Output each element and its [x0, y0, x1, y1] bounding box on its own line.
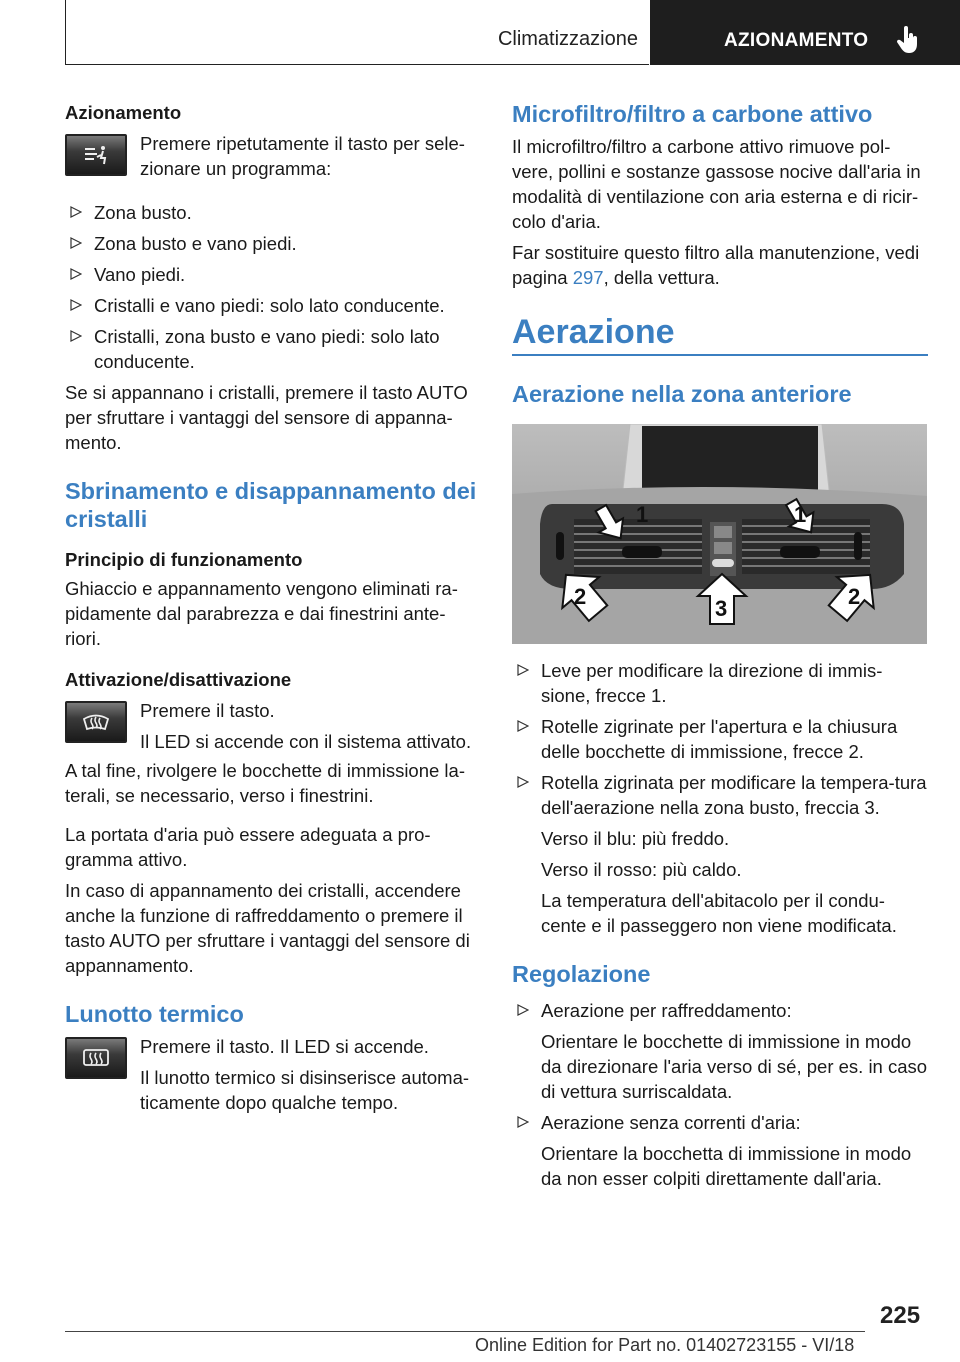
photo-label: 2 [848, 584, 861, 609]
principle-title: Principio di funzionamento [65, 549, 303, 570]
fogging-text: In caso di appannamento dei cristalli, accendere anche la funzione di raffreddamento o premere il tasto AUTO per sfruttare i vantaggi del sensore di appannamento. [65, 880, 470, 976]
list-item: Cristalli, zona busto e vano piedi: solo lato conducente. [65, 324, 479, 374]
triangle-bullet-icon [70, 237, 82, 249]
rear-defrost-row [65, 1034, 479, 1115]
left-vent [574, 519, 702, 574]
list-item: Cristalli e vano piedi: solo lato conducente. [65, 293, 479, 318]
rear-defrost-button-image [65, 1037, 127, 1079]
left-column [65, 100, 479, 1115]
filter-heading: Microfiltro/filtro a carbone attivo [512, 101, 873, 127]
dashboard-vents-illustration [512, 424, 927, 644]
air-distribution-button-image [65, 134, 127, 176]
azionamento-text: Premere ripetutamente il tasto per sele-zionare un programma: [140, 133, 465, 179]
blue-text: Verso il blu: più freddo. [541, 828, 730, 849]
regolazione-heading: Regolazione [512, 961, 651, 987]
rear-press: Premere il tasto. Il LED si accende. [140, 1036, 429, 1057]
list-item: Rotelle zigrinate per l'apertura e la chiusura delle bocchette di immissione, frecce 2. [512, 714, 928, 764]
triangle-bullet-icon [517, 664, 529, 676]
triangle-bullet-icon [70, 330, 82, 342]
azionamento-title: Azionamento [65, 102, 182, 123]
header-bottom-rule [65, 64, 649, 65]
activation-extra: A tal fine, rivolgere le bocchette di immissione la-terali, se necessario, verso i finestrini. [65, 760, 465, 806]
defrost-row [65, 698, 479, 754]
rear-window-heat-icon [81, 1046, 111, 1070]
activation-press: Premere il tasto. [140, 700, 275, 721]
air-distribution-row [65, 131, 479, 181]
page-reference-link[interactable]: 297 [572, 267, 604, 288]
temp-note: La temperatura dell'abitacolo per il condu-cente e il passeggero non viene modificata. [541, 890, 897, 936]
triangle-bullet-icon [517, 1116, 529, 1128]
list-item: Aerazione senza correnti d'aria: [512, 1110, 928, 1135]
triangle-bullet-icon [517, 776, 529, 788]
list-item: Zona busto e vano piedi. [65, 231, 479, 256]
header-left-rule [65, 0, 66, 64]
front-vent-list [512, 658, 928, 820]
header-chapter-title: AZIONAMENTO [724, 30, 869, 51]
program-list [65, 200, 479, 374]
airflow-text: La portata d'aria può essere adeguata a pro-gramma attivo. [65, 824, 431, 870]
draft-text: Orientare la bocchetta di immissione in modo da non esser colpiti direttamente dall'aria. [541, 1143, 912, 1189]
photo-label: 2 [574, 584, 587, 609]
rear-window-heading: Lunotto termico [65, 1001, 244, 1027]
dashboard-vents-photo [512, 424, 927, 644]
filter-text: Il microfiltro/filtro a carbone attivo rimuove pol-vere, pollini e sostanze gassose nocive dall'aria in modalità di ventilazione con aria esterna e di ricir-colo d'aria. [512, 136, 921, 232]
red-text: Verso il rosso: più caldo. [541, 859, 742, 880]
aerazione-heading: Aerazione [512, 313, 675, 351]
regolazione-list-2 [512, 1110, 928, 1135]
right-column [512, 100, 928, 1191]
page-number: 225 [880, 1302, 921, 1329]
air-distribution-icon [81, 143, 111, 167]
pointing-hand-icon [896, 26, 920, 54]
list-item: Vano piedi. [65, 262, 479, 287]
footer-rule [65, 1331, 865, 1332]
filter-replace-text: Far sostituire questo filtro alla manutenzione, vedi pagina 297, della vettura. [512, 242, 920, 288]
principle-text: Ghiaccio e appannamento vengono eliminati ra-pidamente dal parabrezza e dai finestrini ante-riori. [65, 578, 458, 649]
footer-edition: Online Edition for Part no. 01402723155 - VI/18 [475, 1335, 855, 1355]
rear-auto-text: Il lunotto termico si disinserisce automa-ticamente dopo qualche tempo. [140, 1067, 470, 1113]
triangle-bullet-icon [517, 720, 529, 732]
defrost-button-image [65, 701, 127, 743]
photo-label: 3 [715, 596, 728, 621]
triangle-bullet-icon [70, 268, 82, 280]
list-item: Rotella zigrinata per modificare la tempera-tura dell'aerazione nella zona busto, freccia 3. [512, 770, 928, 820]
photo-label: 1 [794, 502, 807, 527]
list-item: Aerazione per raffreddamento: [512, 998, 928, 1023]
activation-led: Il LED si accende con il sistema attivato. [140, 731, 472, 752]
header-section-title: Climatizzazione [497, 28, 638, 50]
defrost-heading: Sbrinamento e disappannamento dei cristalli [65, 478, 477, 532]
front-ventilation-heading: Aerazione nella zona anteriore [512, 381, 852, 407]
photo-label: 1 [636, 502, 649, 527]
triangle-bullet-icon [70, 206, 82, 218]
fog-text: Se si appannano i cristalli, premere il tasto AUTO per sfruttare i vantaggi del sensore di appanna-mento. [65, 382, 468, 453]
cooling-text: Orientare le bocchette di immissione in modo da direzionare l'aria verso di sé, per es. in caso di vettura surriscaldata. [541, 1031, 928, 1102]
regolazione-list [512, 998, 928, 1023]
activation-title: Attivazione/disattivazione [65, 669, 292, 690]
list-item: Zona busto. [65, 200, 479, 225]
heading-rule [512, 354, 928, 356]
windshield-defrost-icon [81, 710, 111, 734]
list-item: Leve per modificare la direzione di immis-sione, frecce 1. [512, 658, 928, 708]
triangle-bullet-icon [517, 1004, 529, 1016]
triangle-bullet-icon [70, 299, 82, 311]
